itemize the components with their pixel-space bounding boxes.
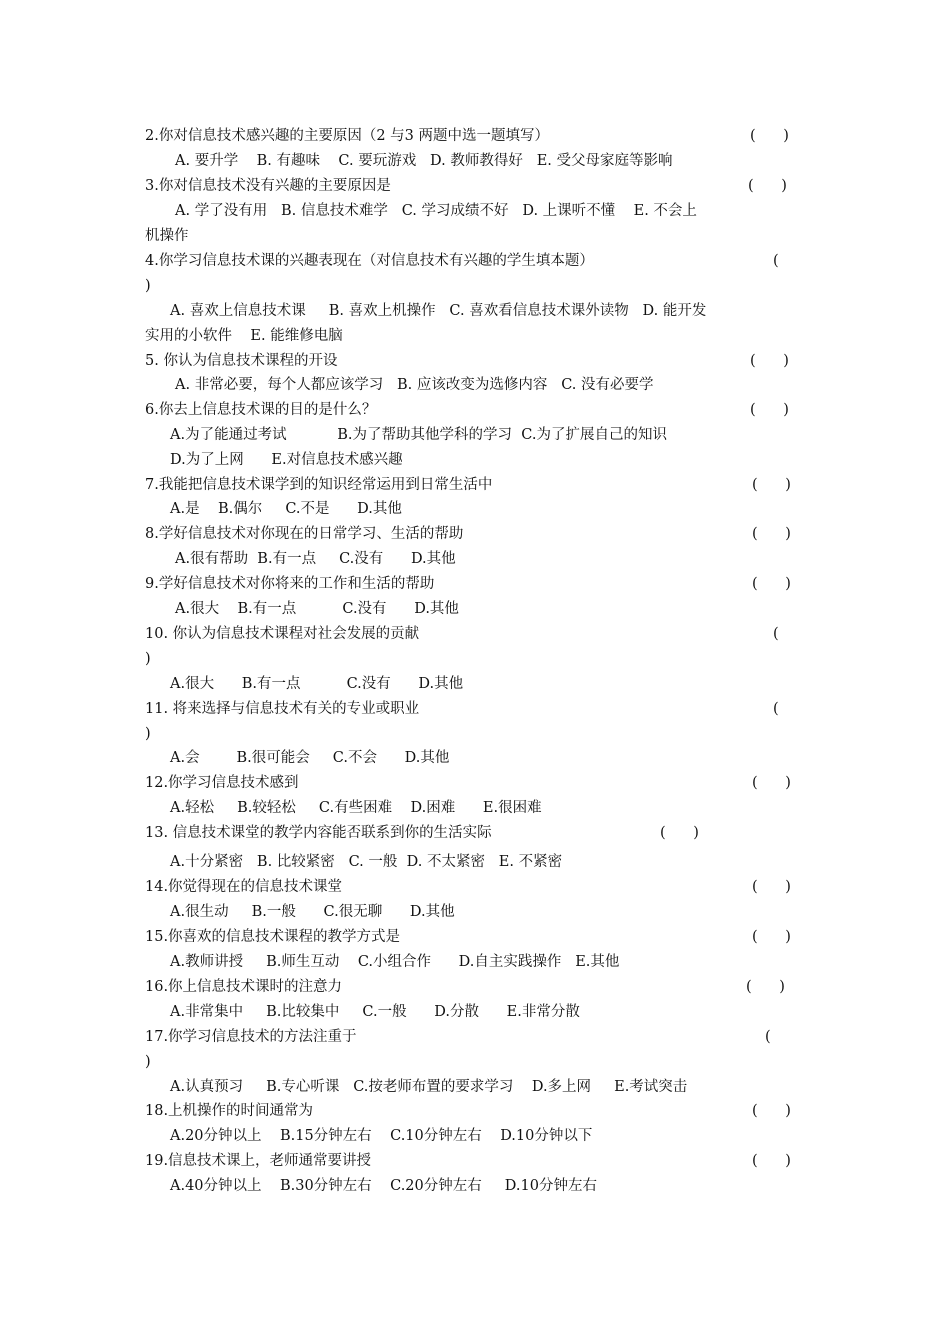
answer-bracket-close: ) <box>145 278 151 294</box>
question-options: D.为了上网 E.对信息技术感兴趣 <box>170 452 403 468</box>
answer-bracket: ( ) <box>752 576 791 592</box>
answer-bracket: ( ) <box>748 178 787 194</box>
answer-bracket: ( ) <box>752 775 791 791</box>
answer-bracket: ( ) <box>752 929 791 945</box>
question-options: A.是 B.偶尔 C.不是 D.其他 <box>170 501 402 517</box>
answer-bracket: ( ) <box>746 979 785 995</box>
question-options: A.十分紧密 B. 比较紧密 C. 一般 D. 不太紧密 E. 不紧密 <box>170 854 563 870</box>
answer-bracket: ( ) <box>750 353 789 369</box>
answer-bracket: ( <box>773 253 779 269</box>
question-stem: 6.你去上信息技术课的目的是什么？ <box>145 402 377 418</box>
question-stem: 7.我能把信息技术课学到的知识经常运用到日常生活中 <box>145 477 493 493</box>
question-options: A.教师讲授 B.师生互动 C.小组合作 D.自主实践操作 E.其他 <box>170 954 620 970</box>
answer-bracket-close: ) <box>145 1054 151 1070</box>
answer-bracket: ( <box>773 701 779 717</box>
question-options: A.非常集中 B.比较集中 C.一般 D.分散 E.非常分散 <box>170 1004 580 1020</box>
question-options: A.20分钟以上 B.15分钟左右 C.10分钟左右 D.10分钟以下 <box>170 1128 593 1144</box>
question-options: A. 喜欢上信息技术课 B. 喜欢上机操作 C. 喜欢看信息技术课外读物 D. 能开发 <box>170 303 707 319</box>
answer-bracket: ( <box>773 626 779 642</box>
answer-bracket: ( ) <box>660 825 699 841</box>
question-options: A.轻松 B.较轻松 C.有些困难 D.困难 E.很困难 <box>170 800 542 816</box>
question-stem: 9.学好信息技术对你将来的工作和生活的帮助 <box>145 576 435 592</box>
answer-bracket-close: ) <box>145 726 151 742</box>
answer-bracket: ( ) <box>752 1153 791 1169</box>
question-options: A. 非常必要，每个人都应该学习 B. 应该改变为选修内容 C. 没有必要学 <box>175 377 654 393</box>
answer-bracket: ( ) <box>752 1103 791 1119</box>
question-stem: 13. 信息技术课堂的教学内容能否联系到你的生活实际 <box>145 825 492 841</box>
question-options: A.为了能通过考试 B.为了帮助其他学科的学习 C.为了扩展自己的知识 <box>170 427 667 443</box>
question-stem: 15.你喜欢的信息技术课程的教学方式是 <box>145 929 401 945</box>
question-options: A.40分钟以上 B.30分钟左右 C.20分钟左右 D.10分钟左右 <box>170 1178 597 1194</box>
question-stem: 4.你学习信息技术课的兴趣表现在（对信息技术有兴趣的学生填本题） <box>145 253 594 269</box>
answer-bracket: ( ) <box>750 402 789 418</box>
answer-bracket: ( ) <box>752 477 791 493</box>
question-stem: 3.你对信息技术没有兴趣的主要原因是 <box>145 178 391 194</box>
question-options: A.很有帮助 B.有一点 C.没有 D.其他 <box>175 551 456 567</box>
question-stem: 18.上机操作的时间通常为 <box>145 1103 314 1119</box>
question-options: 实用的小软件 E. 能维修电脑 <box>145 328 343 344</box>
question-options: A.很大 B.有一点 C.没有 D.其他 <box>175 601 459 617</box>
question-options: A. 要升学 B. 有趣味 C. 要玩游戏 D. 教师教得好 E. 受父母家庭等影响 <box>175 153 673 169</box>
answer-bracket: ( <box>765 1029 771 1045</box>
question-options: A.很生动 B.一般 C.很无聊 D.其他 <box>170 904 455 920</box>
answer-bracket: ( ) <box>752 526 791 542</box>
question-stem: 14.你觉得现在的信息技术课堂 <box>145 879 343 895</box>
question-stem: 19.信息技术课上，老师通常要讲授 <box>145 1153 372 1169</box>
question-stem: 10. 你认为信息技术课程对社会发展的贡献 <box>145 626 420 642</box>
question-options: A. 学了没有用 B. 信息技术难学 C. 学习成绩不好 D. 上课听不懂 E. 不会上 <box>175 203 697 219</box>
question-stem: 5. 你认为信息技术课程的开设 <box>145 353 338 369</box>
answer-bracket: ( ) <box>750 128 789 144</box>
question-stem: 11. 将来选择与信息技术有关的专业或职业 <box>145 701 420 717</box>
question-options: A.很大 B.有一点 C.没有 D.其他 <box>170 676 464 692</box>
question-stem: 16.你上信息技术课时的注意力 <box>145 979 343 995</box>
question-options: 机操作 <box>145 228 189 244</box>
answer-bracket: ( ) <box>752 879 791 895</box>
question-stem: 2.你对信息技术感兴趣的主要原因（2 与3 两题中选一题填写） <box>145 128 550 144</box>
question-stem: 17.你学习信息技术的方法注重于 <box>145 1029 357 1045</box>
answer-bracket-close: ) <box>145 651 151 667</box>
question-stem: 12.你学习信息技术感到 <box>145 775 299 791</box>
question-options: A.会 B.很可能会 C.不会 D.其他 <box>170 750 450 766</box>
question-options: A.认真预习 B.专心听课 C.按老师布置的要求学习 D.多上网 E.考试突击 <box>170 1079 688 1095</box>
question-stem: 8.学好信息技术对你现在的日常学习、生活的帮助 <box>145 526 464 542</box>
